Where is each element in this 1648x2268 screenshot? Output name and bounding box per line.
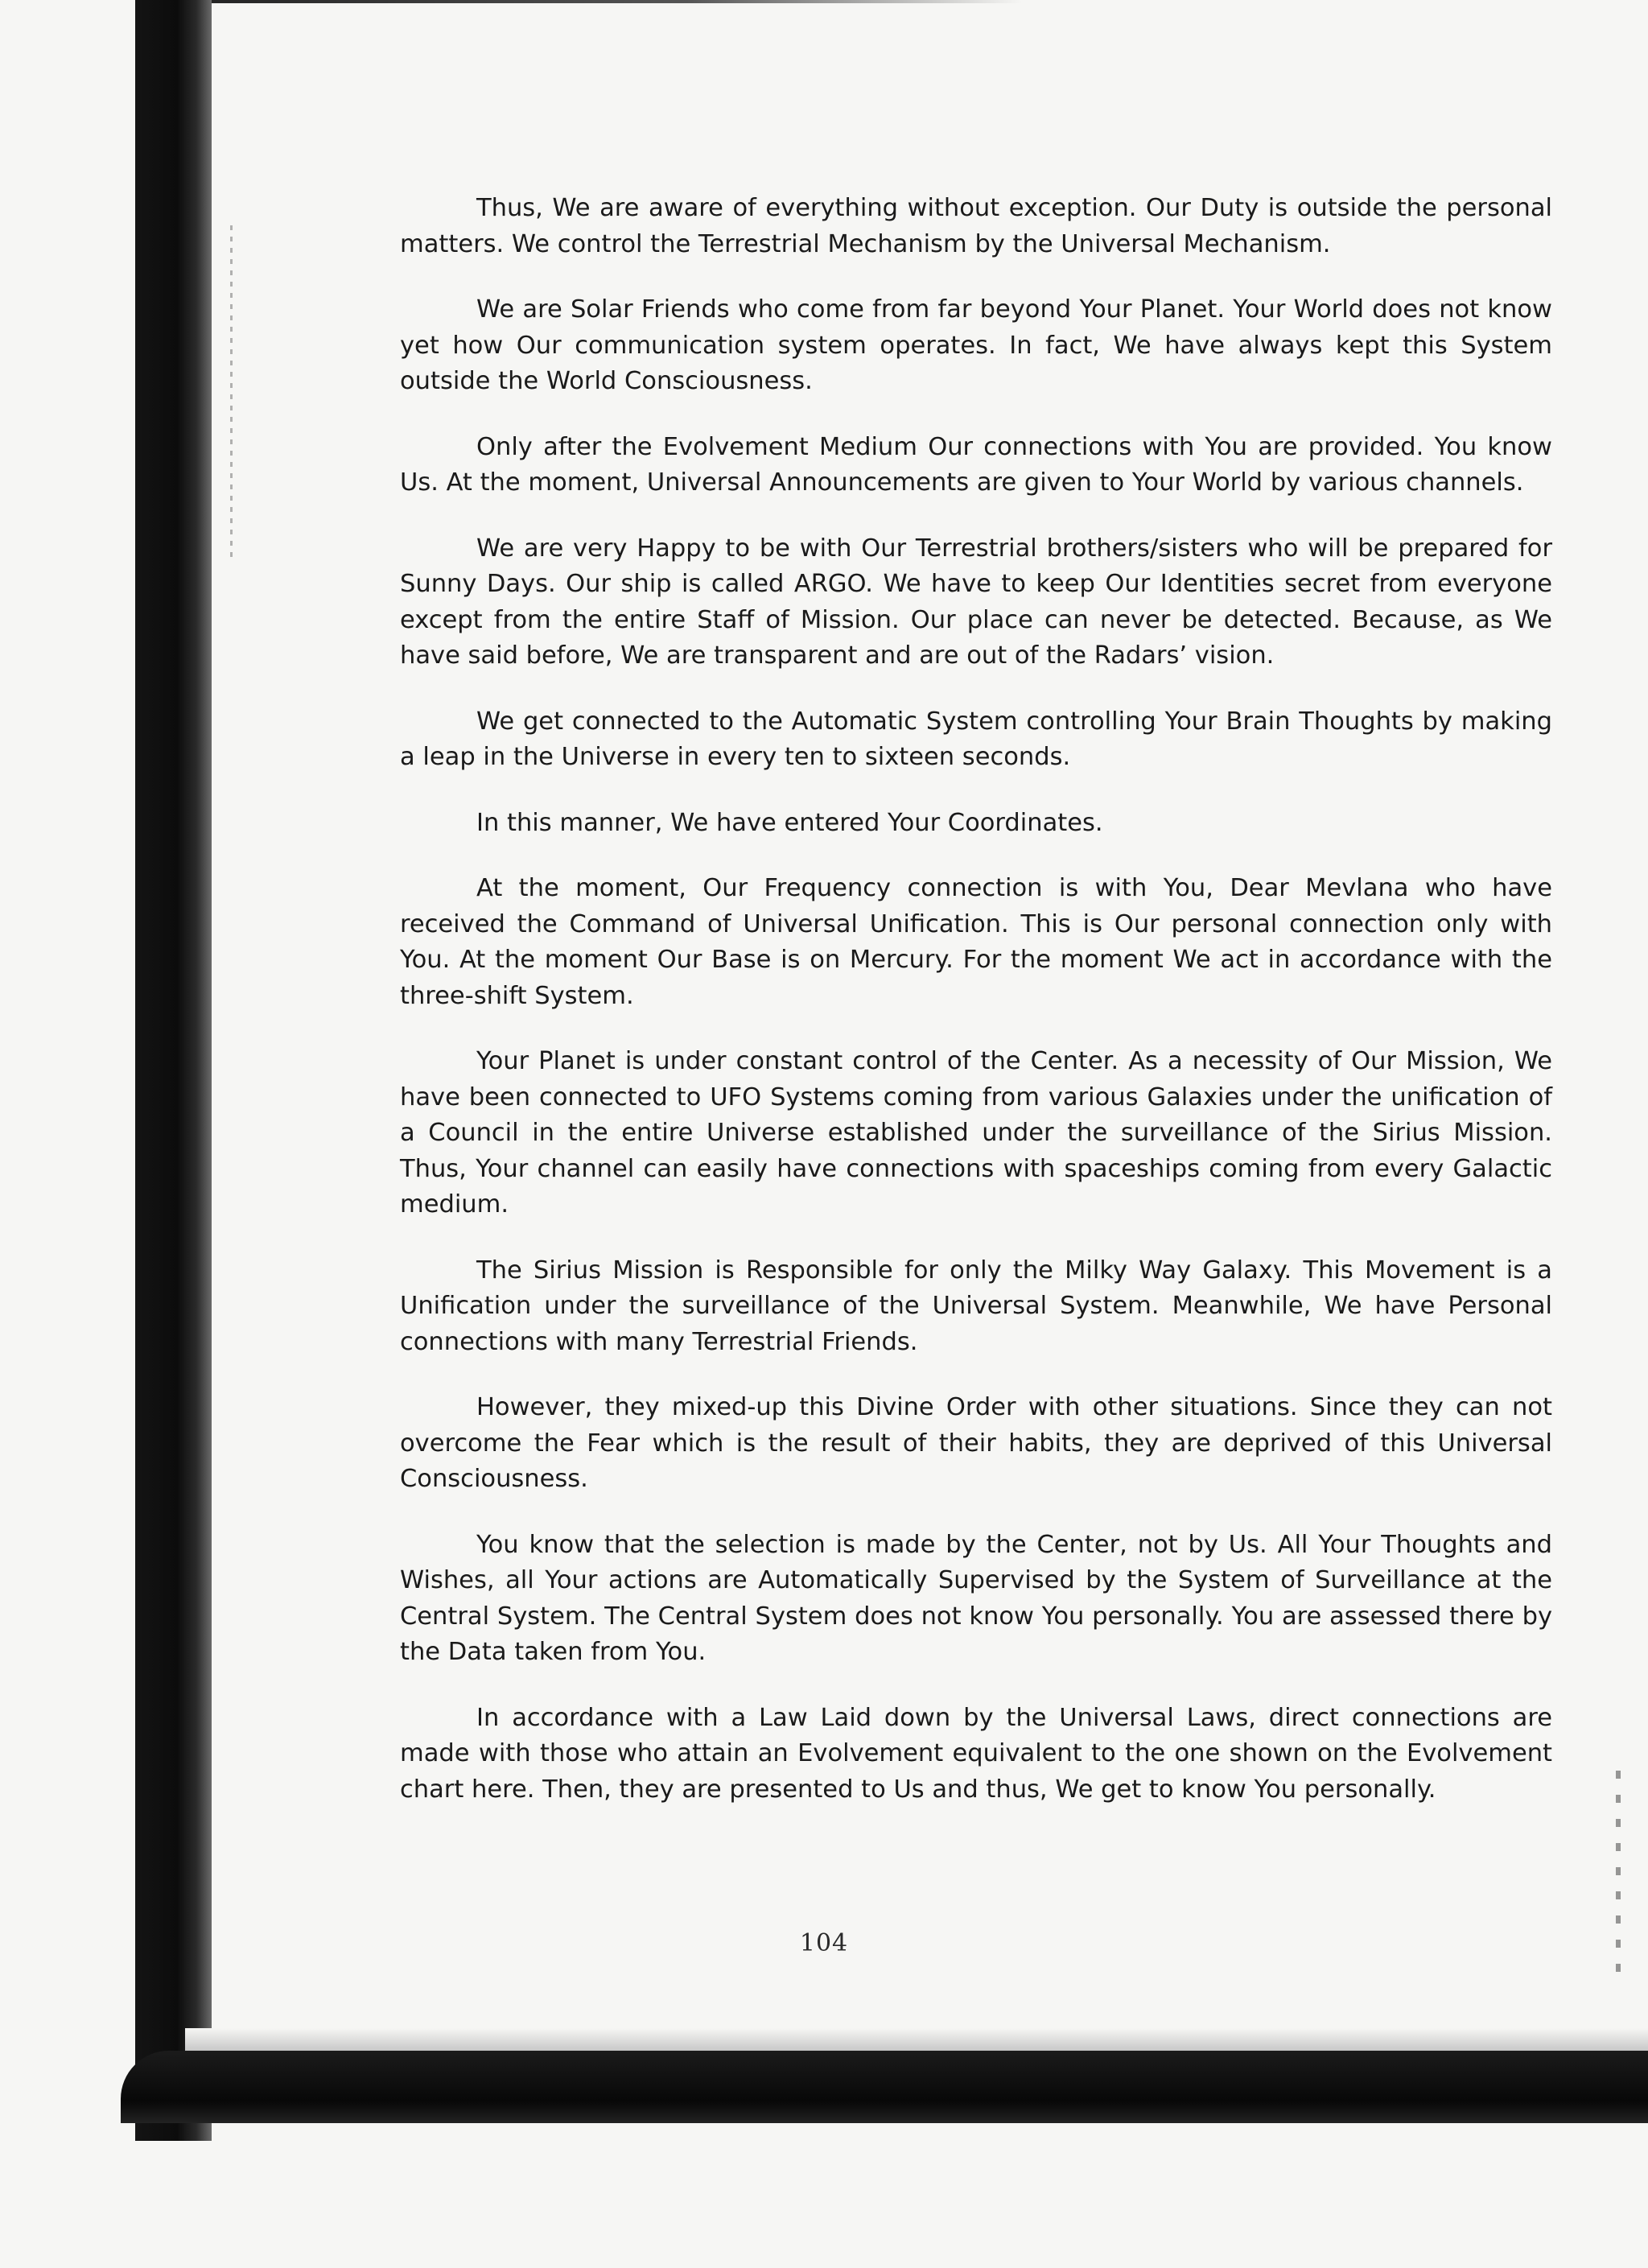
paragraph: You know that the selection is made by the Center, not by Us. All Your Thoughts and Wishes, all Your actions are Automatically Supervised by the System of Surveillance at the Central System. The Central System does not know You personally. You are assessed there by the Data taken from You. <box>400 1530 1552 1666</box>
paragraph: In accordance with a Law Laid down by the Universal Laws, direct connections are made with those who attain an Evolvement equivalent to the one shown on the Evolvement chart here. Then, they are presented to Us and thus, We get to know You personally. <box>400 1703 1552 1804</box>
page-number: 104 <box>799 1929 849 1957</box>
paragraph: Your Planet is under constant control of the Center. As a necessity of Our Mission, We have been connected to UFO Systems coming from various Galaxies under the unification of a Council in the entire Universe established under the surveillance of the Sirius Mission. Thus, Your channel can easily have connections with spaceships coming from every Galactic medium. <box>400 1047 1552 1219</box>
paragraph: Only after the Evolvement Medium Our connections with You are provided. You know Us. At the moment, Universal Announcements are given to Your World by various channels. <box>400 432 1552 497</box>
binding-gutter-marks <box>230 225 233 563</box>
paragraph: Thus, We are aware of everything without exception. Our Duty is outside the personal matters. We control the Terrestrial Mechanism by the Universal Mechanism. <box>400 194 1552 258</box>
body-text <box>400 191 1552 1837</box>
bottom-binding-shadow <box>121 2051 1648 2123</box>
paragraph: We get connected to the Automatic System controlling Your Brain Thoughts by making a leap in the Universe in every ten to sixteen seconds. <box>400 707 1552 771</box>
top-edge-shadow <box>185 0 1022 3</box>
paragraph: We are very Happy to be with Our Terrestrial brothers/sisters who will be prepared for Sunny Days. Our ship is called ARGO. We have to keep Our Identities secret from everyone except from the entire Staff of Mission. Our place can never be detected. Because, as We have said before, We are transparent and are out of the Radars’ vision. <box>400 534 1552 670</box>
paragraph: In this manner, We have entered Your Coordinates. <box>476 808 1103 837</box>
paragraph: However, they mixed-up this Divine Order with other situations. Since they can not overcome the Fear which is the result of their habits, they are deprived of this Universal Consciousness. <box>400 1393 1552 1493</box>
paragraph: At the moment, Our Frequency connection is with You, Dear Mevlana who have received the Command of Universal Unification. This is Our personal connection only with You. At the moment Our Base is on Mercury. For the moment We act in accordance with the three-shift System. <box>400 874 1552 1010</box>
book-binding-shadow <box>135 0 212 2141</box>
paragraph: The Sirius Mission is Responsible for only the Milky Way Galaxy. This Movement is a Unification under the surveillance of the Universal System. Meanwhile, We have Personal connections with many Terrestrial Friends. <box>400 1256 1552 1356</box>
paragraph: We are Solar Friends who come from far beyond Your Planet. Your World does not know yet how Our communication system operates. In fact, We have always kept this System outside the World Consciousness. <box>400 295 1552 395</box>
